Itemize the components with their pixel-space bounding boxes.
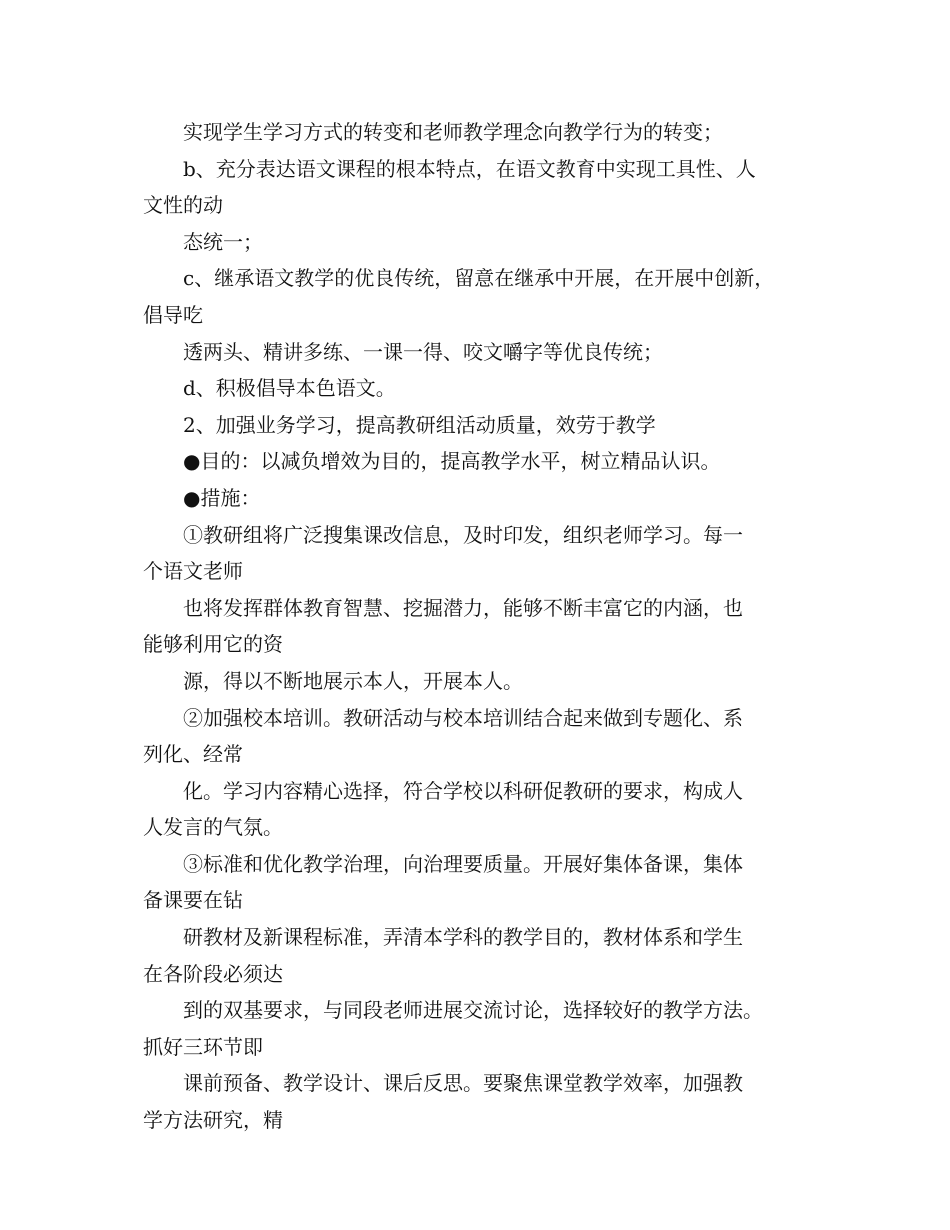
text-line: 到的双基要求，与同段老师进展交流讨论，选择较好的教学方法。: [183, 998, 763, 1023]
text-line: 化。学习内容精心选择，符合学校以科研促教研的要求，构成人: [183, 778, 743, 803]
text-line: 也将发挥群体教育智慧、挖掘潜力，能够不断丰富它的内涵，也: [183, 595, 743, 620]
text-line: 透两头、精讲多练、一课一得、咬文嚼字等优良传统；: [183, 339, 663, 364]
text-line: b、充分表达语文课程的根本特点，在语文教育中实现工具性、人: [183, 156, 756, 181]
text-line: 倡导吃: [143, 302, 203, 327]
text-line: 抓好三环节即: [143, 1034, 263, 1059]
text-line: ●措施：: [183, 485, 261, 510]
text-line: ①教研组将广泛搜集课改信息，及时印发，组织老师学习。每一: [183, 522, 743, 547]
text-line: 能够利用它的资: [143, 632, 283, 657]
text-line: 源，得以不断地展示本人，开展本人。: [183, 668, 523, 693]
text-line: 课前预备、教学设计、课后反思。要聚焦课堂教学效率，加强教: [183, 1071, 743, 1096]
text-line: 2、加强业务学习，提高教研组活动质量，效劳于教学: [183, 412, 656, 437]
text-line: 实现学生学习方式的转变和老师教学理念向教学行为的转变；: [183, 120, 723, 144]
text-line: d、积极倡导本色语文。: [183, 376, 396, 401]
text-line: 人发言的气氛。: [143, 815, 283, 840]
text-line: 个语文老师: [143, 559, 243, 584]
text-line: 研教材及新课程标准，弄清本学科的教学目的，教材体系和学生: [183, 925, 743, 950]
document-body: [143, 114, 823, 1139]
text-line: c、继承语文教学的优良传统，留意在继承中开展，在开展中创新，: [183, 266, 775, 291]
text-line: 在各阶段必须达: [143, 961, 283, 986]
text-line: 文性的动: [143, 193, 223, 218]
text-line: 备课要在钻: [143, 888, 243, 913]
text-line: 态统一；: [183, 229, 263, 254]
text-line: ●目的：以减负增效为目的，提高教学水平，树立精品认识。: [183, 449, 721, 474]
text-line: ③标准和优化教学治理，向治理要质量。开展好集体备课，集体: [183, 851, 743, 876]
text-line: ②加强校本培训。教研活动与校本培训结合起来做到专题化、系: [183, 705, 743, 730]
text-line: 学方法研究，精: [143, 1108, 283, 1133]
text-line: 列化、经常: [143, 742, 243, 767]
